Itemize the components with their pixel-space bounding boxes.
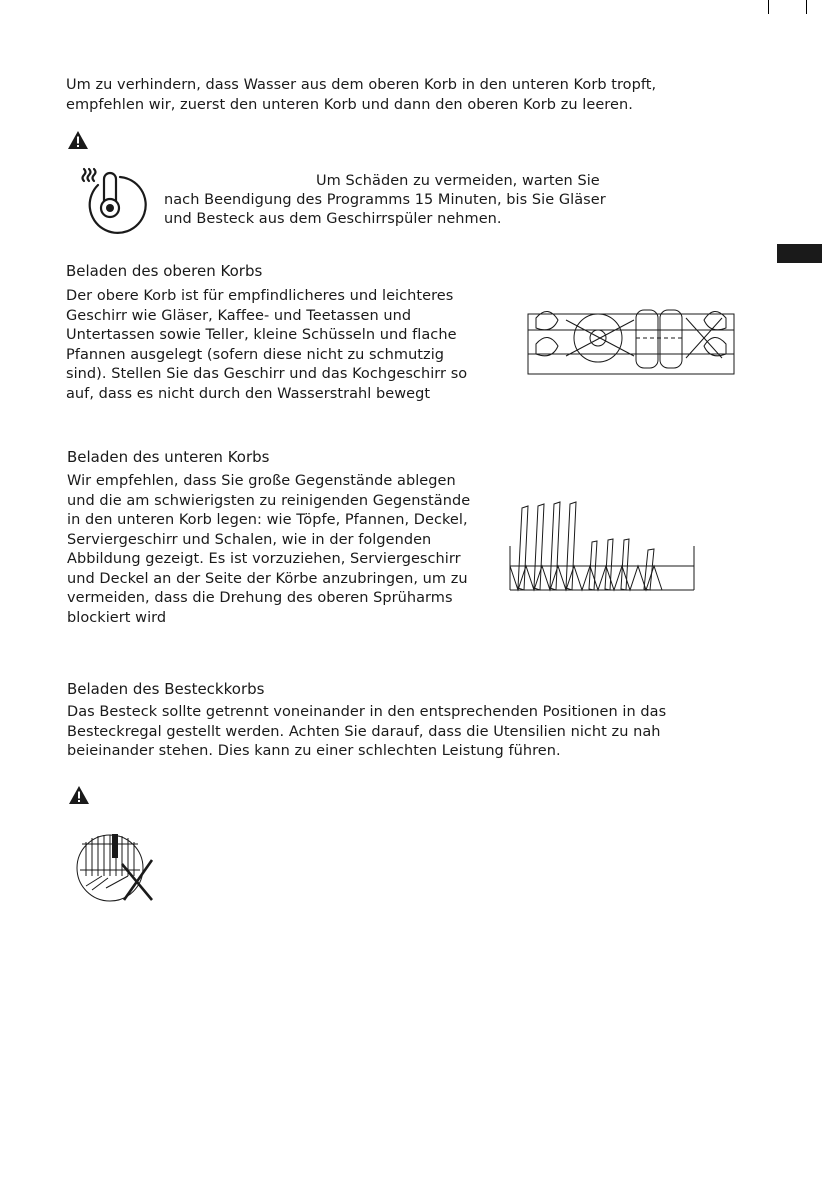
hot-warning-line1: Um Schäden zu vermeiden, warten Sie [316,173,600,189]
hot-warning-line3: und Besteck aus dem Geschirrspüler nehmen. [164,211,502,227]
intro-text: Um zu verhindern, dass Wasser aus dem oberen Korb in den unteren Korb tropft, empfehlen wir, zuerst den unteren Korb und dann den oberen Korb zu leeren. [66,77,657,113]
warning-triangle-icon [68,785,90,805]
hot-surface-icon [80,165,156,235]
upper-rack-illustration [526,298,736,378]
lower-basket-text: Wir empfehlen, dass Sie große Gegenstände ablegen und die am schwierigsten zu reinigenden Gegenstände in den unteren Korb legen: wie Töpfe, Pfannen, Deckel, Serviergeschirr und Schalen, wie in der folgenden Abbildung gezeigt. Es ist vorzuziehen, Serviergeschirr und Deckel an der Seite der Körbe anzubringen, um zu vermeiden, dass die Drehung des oberen Sprüharms blockiert wird [67,473,471,626]
lower-rack-illustration [508,500,694,592]
warning-triangle-icon [67,130,89,150]
cutlery-basket-text: Das Besteck sollte getrennt voneinander in den entsprechenden Positionen in das Besteckregal gestellt werden. Achten Sie darauf, dass die Utensilien nicht zu nah beieinander stehen. Dies kann zu einer schlechten Leistung führen. [67,704,667,759]
side-language-tab [777,244,822,263]
cutlery-basket-title: Beladen des Besteckkorbs [67,680,265,698]
upper-basket-title: Beladen des oberen Korbs [66,262,263,280]
crop-mark [768,0,769,14]
hot-warning-line2: nach Beendigung des Programms 15 Minuten, bis Sie Gläser [164,192,606,208]
upper-basket-text: Der obere Korb ist für empfindlicheres und leichteres Geschirr wie Gläser, Kaffee- und Teetassen und Untertassen sowie Teller, kleine Schüsseln und flache Pfannen ausgelegt (sofern diese nicht zu schmutzig sind). Stellen Sie das Geschirr und das Kochgeschirr so auf, dass es nicht durch den Wasserstrahl bewegt [66,288,468,402]
cutlery-not-allowed-icon [72,830,156,902]
crop-mark [806,0,807,14]
lower-basket-title: Beladen des unteren Korbs [67,448,270,466]
